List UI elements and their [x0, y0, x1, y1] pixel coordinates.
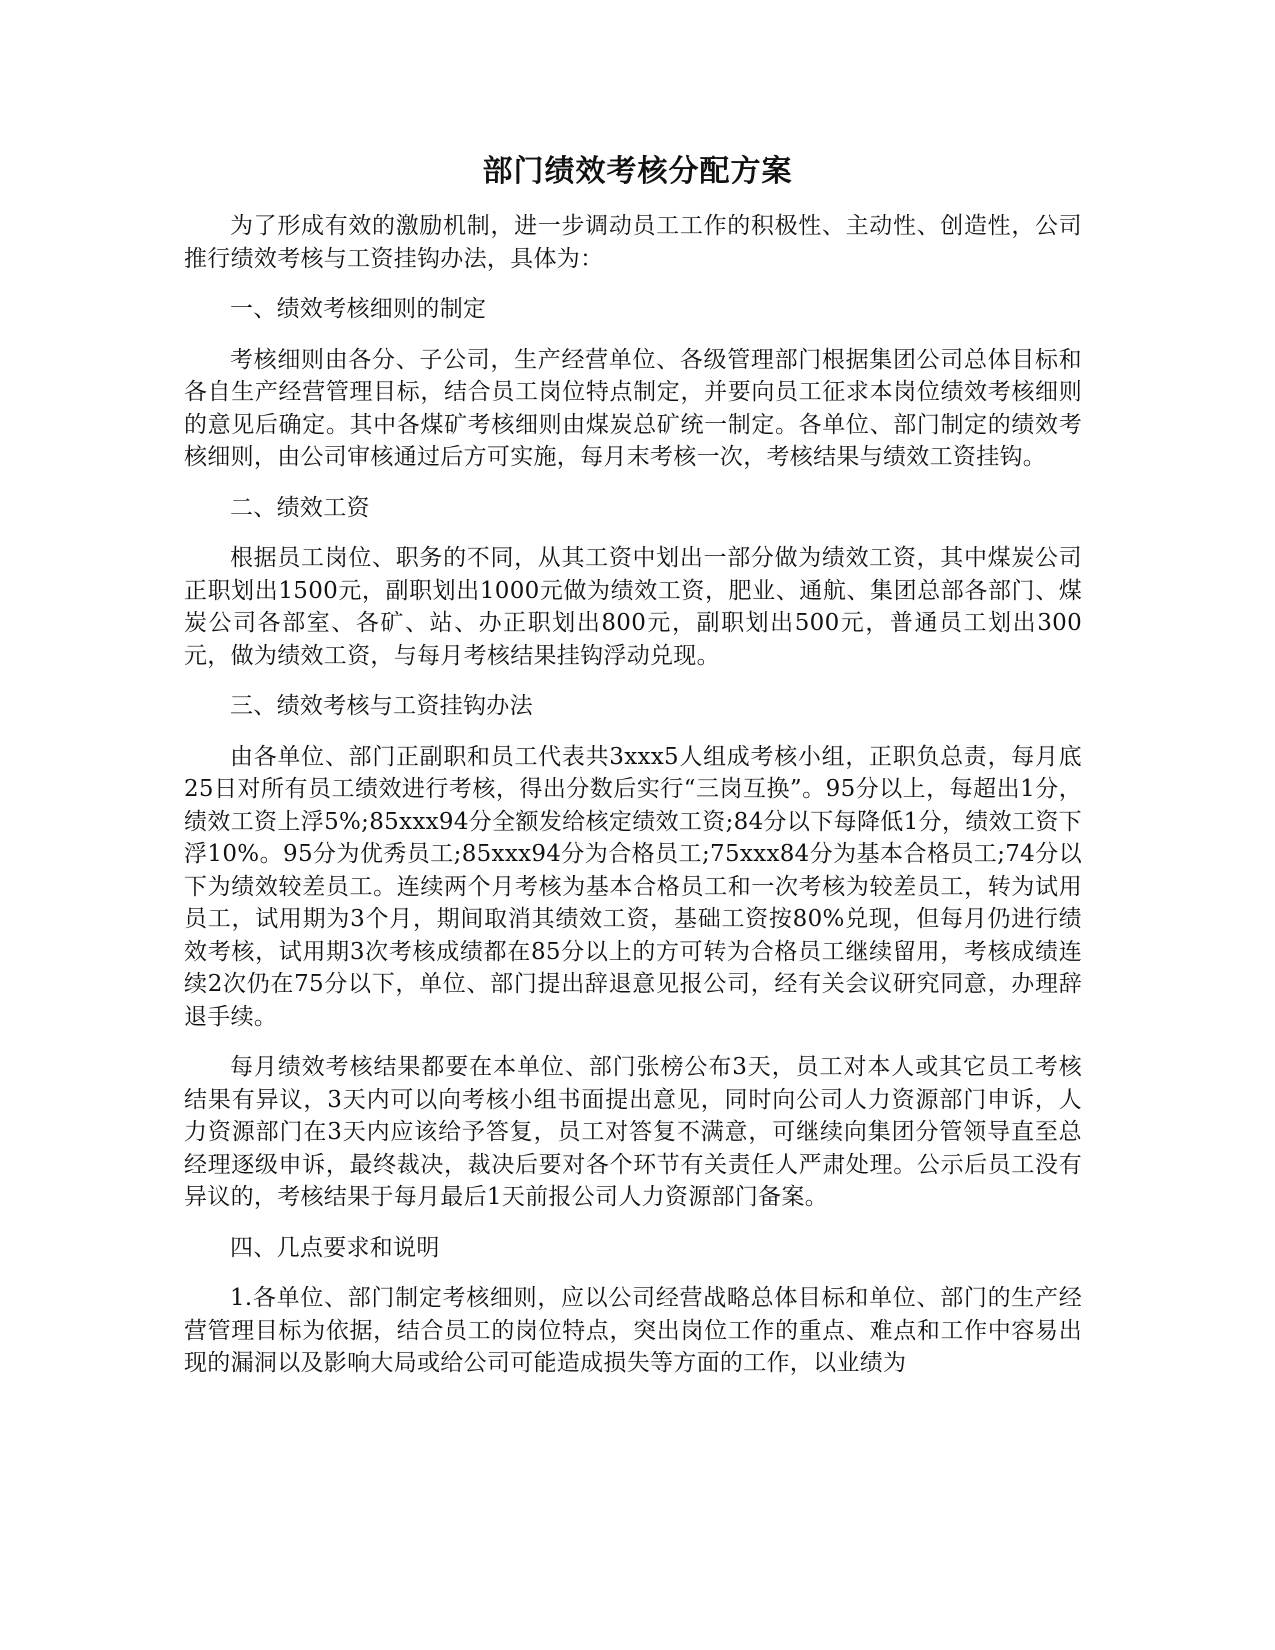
section-heading-2: 二、绩效工资 [230, 494, 370, 521]
intro-paragraph: 为了形成有效的激励机制，进一步调动员工工作的积极性、主动性、创造性，公司推行绩效考核与工资挂钩办法，具体为： [184, 213, 1082, 272]
section-4-paragraph-1: 1.各单位、部门制定考核细则，应以公司经营战略总体目标和单位、部门的生产经营管理目标为依据，结合员工的岗位特点，突出岗位工作的重点、难点和工作中容易出现的漏洞以及影响大局或给公司可能造成损失等方面的工作，以业绩为 [184, 1285, 1082, 1376]
section-heading-4: 四、几点要求和说明 [230, 1234, 440, 1261]
section-1-paragraph-1: 考核细则由各分、子公司，生产经营单位、各级管理部门根据集团公司总体目标和各自生产经营管理目标，结合员工岗位特点制定，并要向员工征求本岗位绩效考核细则的意见后确定。其中各煤矿考核细则由煤炭总矿统一制定。各单位、部门制定的绩效考核细则，由公司审核通过后方可实施，每月末考核一次，考核结果与绩效工资挂钩。 [184, 346, 1082, 470]
section-3-paragraph-1: 由各单位、部门正副职和员工代表共3xxx5人组成考核小组，正职负总责，每月底25日对所有员工绩效进行考核，得出分数后实行“三岗互换”。95分以上，每超出1分，绩效工资上浮5%;85xxx94分全额发给核定绩效工资;84分以下每降低1分，绩效工资下浮10%。95分为优秀员工;85xxx94分为合格员工;75xxx84分为基本合格员工;74分以下为绩效较差员工。连续两个月考核为基本合格员工和一次考核为较差员工，转为试用员工，试用期为3个月，期间取消其绩效工资，基础工资按80%兑现，但每月仍进行绩效考核，试用期3次考核成绩都在85分以上的方可转为合格员工继续留用，考核成绩连续2次仍在75分以下，单位、部门提出辞退意见报公司，经有关会议研究同意，办理辞退手续。 [184, 743, 1082, 1030]
section-heading-1: 一、绩效考核细则的制定 [230, 296, 487, 322]
section-2-paragraph-1: 根据员工岗位、职务的不同，从其工资中划出一部分做为绩效工资，其中煤炭公司正职划出1500元，副职划出1000元做为绩效工资，肥业、通航、集团总部各部门、煤炭公司各部室、各矿、站、办正职划出800元，副职划出500元，普通员工划出300元，做为绩效工资，与每月考核结果挂钩浮动兑现。 [184, 545, 1082, 669]
section-3-paragraph-2: 每月绩效考核结果都要在本单位、部门张榜公布3天，员工对本人或其它员工考核结果有异议，3天内可以向考核小组书面提出意见，同时向公司人力资源部门申诉，人力资源部门在3天内应该给予答复，员工对答复不满意，可继续向集团分管领导直至总经理逐级申诉，最终裁决，裁决后要对各个环节有关责任人严肃处理。公示后员工没有异议的，考核结果于每月最后1天前报公司人力资源部门备案。 [184, 1054, 1082, 1210]
document-body [184, 210, 1082, 1398]
section-heading-3: 三、绩效考核与工资挂钩办法 [230, 693, 533, 719]
document-title: 部门绩效考核分配方案 [482, 154, 793, 189]
